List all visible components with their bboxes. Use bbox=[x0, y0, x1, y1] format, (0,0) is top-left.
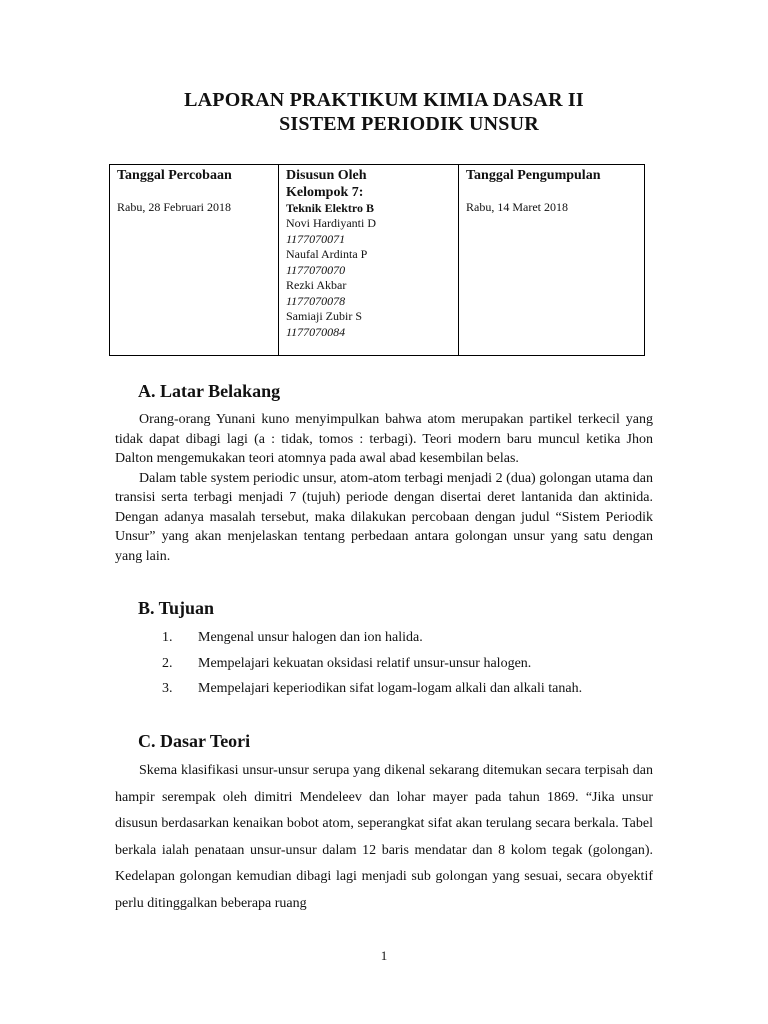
section-a-body bbox=[115, 410, 653, 566]
experiment-date-cell bbox=[110, 165, 279, 356]
class-label: Teknik Elektro B bbox=[286, 201, 375, 215]
info-table bbox=[109, 164, 645, 356]
member-name: Naufal Ardinta P bbox=[286, 247, 368, 261]
page-number: 1 bbox=[380, 948, 388, 963]
submission-date-cell bbox=[459, 165, 645, 356]
title-line-1: LAPORAN PRAKTIKUM KIMIA DASAR II bbox=[184, 89, 584, 111]
list-text: Mempelajari kekuatan oksidasi relatif unsur-unsur halogen. bbox=[198, 655, 532, 671]
member-id: 1177070071 bbox=[286, 231, 346, 246]
paragraph: Skema klasifikasi unsur-unsur serupa yang dikenal sekarang ditemukan secara terpisah dan hampir serempak oleh dimitri Mendeleev dan lohar mayer pada tahun 1869. “Jika unsur disusun berdasarkan kenaikan bobot atom, seperangkat sifat akan terulang secara berkala. Tabel berkala ialah penataan unsur-unsur dalam 12 baris mendatar dan 8 kolom tegak (golongan). Kedelapan golongan kemudian dibagi lagi menjadi sub golongan yang sesuai, secara obyektif perlu ditinggalkan beberapa ruang bbox=[115, 763, 653, 911]
list-text: Mempelajari keperiodikan sifat logam-logam alkali dan alkali tanah. bbox=[198, 681, 583, 696]
member-name: Rezki Akbar bbox=[286, 278, 347, 292]
title-line-2: SISTEM PERIODIK UNSUR bbox=[279, 113, 539, 135]
member-name: Novi Hardiyanti D bbox=[286, 216, 376, 230]
list-text: Mengenal unsur halogen dan ion halida. bbox=[198, 630, 423, 645]
experiment-date-header: Tanggal Percobaan bbox=[117, 168, 232, 183]
section-a-heading: A. Latar Belakang bbox=[138, 381, 281, 401]
paragraph: Dalam table system periodic unsur, atom-atom terbagi menjadi 2 (dua) golongan utama dan transisi serta terbagi menjadi 7 (tujuh) periode dengan disertai deret lantanida dan aktinida. Dengan adanya masalah tersebut, maka dilakukan percobaan dengan judul “Sistem Periodik Unsur” yang akan menjelaskan tentang perbedaan antara golongan unsur yang satu dengan yang lain. bbox=[115, 470, 653, 564]
member-name: Samiaji Zubir S bbox=[286, 309, 362, 323]
list-item bbox=[115, 681, 653, 707]
document-title bbox=[0, 88, 768, 136]
experiment-date-value: Rabu, 28 Februari 2018 bbox=[117, 200, 231, 214]
group-label: Kelompok 7: bbox=[286, 185, 364, 200]
list-item bbox=[115, 630, 653, 656]
goals-list bbox=[115, 630, 653, 707]
member-id: 1177070070 bbox=[286, 262, 346, 277]
authors-header: Disusun Oleh bbox=[286, 168, 367, 183]
member-id: 1177070078 bbox=[286, 293, 346, 308]
list-number: 3. bbox=[162, 681, 173, 696]
section-c-heading: C. Dasar Teori bbox=[138, 731, 251, 751]
submission-date-header: Tanggal Pengumpulan bbox=[466, 168, 601, 183]
list-number: 2. bbox=[162, 655, 173, 671]
list-item bbox=[115, 656, 653, 682]
member-id: 1177070084 bbox=[286, 324, 346, 339]
section-c-body bbox=[115, 758, 653, 917]
list-number: 1. bbox=[162, 630, 173, 645]
submission-date-value: Rabu, 14 Maret 2018 bbox=[466, 200, 568, 214]
paragraph: Orang-orang Yunani kuno menyimpulkan bahwa atom merupakan partikel terkecil yang tidak dapat dibagi lagi (a : tidak, tomos : terbagi). Teori modern baru muncul ketika Jhon Dalton mengemukakan teori atomnya pada awal abad kesembilan belas. bbox=[115, 412, 653, 466]
section-b-heading: B. Tujuan bbox=[138, 598, 215, 618]
authors-cell bbox=[279, 165, 459, 356]
